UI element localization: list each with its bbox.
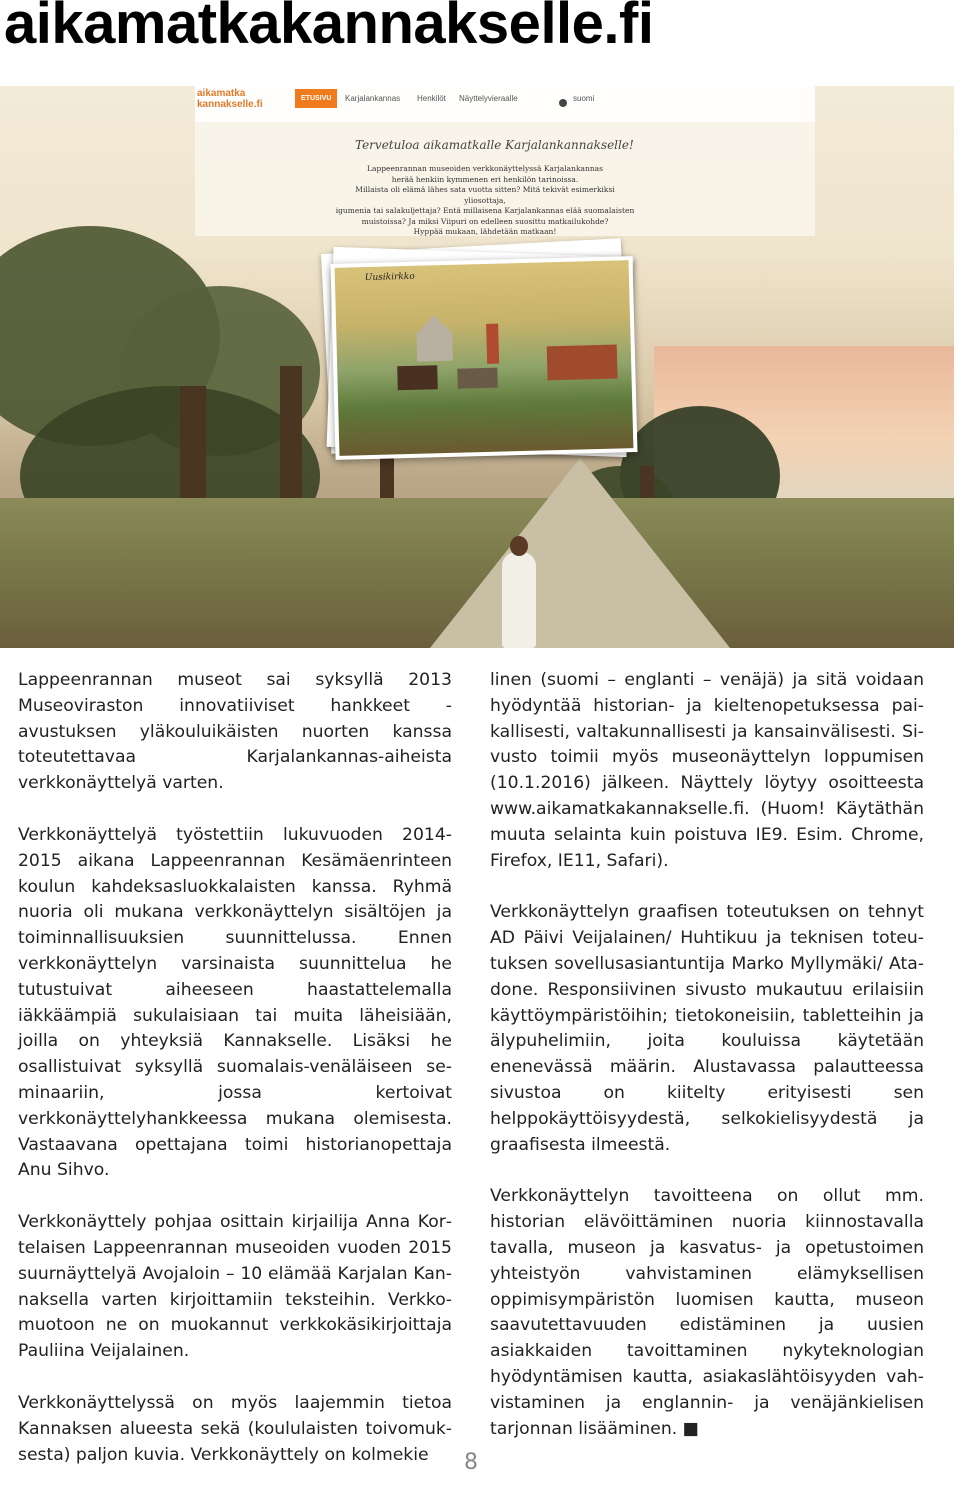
globe-icon (559, 99, 567, 107)
intro-line: herää henkiin kymmenen eri henkilön tarinoissa. (391, 174, 579, 184)
website-nav (195, 86, 815, 122)
intro-line: Millaista oli elämä lähes sata vuotta sitten? Mitä tekivät esimerkiksi yliosottaja, (355, 185, 615, 205)
church (416, 315, 453, 362)
article-left-column (18, 668, 452, 1494)
path (430, 458, 730, 648)
paragraph: Verkkonäyttely pohjaa osittain kirjailija Anna Kortelaisen Lappeenrannan museoiden vuoden 2015 suurnäyttelyä Avojaloin – 10 elämää Karjalan Kannaksella varten kirjoittamiin teksteihin. Verkkomuotoon ne on muokannut verkkokäsikirjoittaja Pauliina Veijalainen. (18, 1212, 452, 1362)
intro-line: Hyppää mukaan, lähdetään matkaan! (413, 227, 557, 236)
language-select[interactable]: suomi (573, 94, 595, 103)
website-screenshot (195, 86, 815, 236)
postcard-caption: Uusikirkko (364, 271, 415, 284)
intro-line: Lappeenrannan museoiden verkkonäyttelyssä Karjalankannas (367, 164, 603, 173)
postcard (330, 256, 637, 460)
page-title: aikamatkakannakselle.fi (4, 0, 654, 56)
intro-line: muistoissa? Ja miksi Viipuri on edelleen suosittu matkailukohde? (361, 216, 609, 226)
paragraph: Verkkonäyttelyssä on myös laajemmin tietoa Kannaksen alueesta sekä (koululaisten toivomuksesta) paljon kuvia. Verkkonäyttely on kolmekie (18, 1392, 452, 1465)
page-number: 8 (464, 1450, 478, 1475)
paragraph: linen (suomi – englanti – venäjä) ja sitä voidaan hyödyntää historian- ja kieltenopetuksessa paikallisesti, valtakunnallisesti ja kansainvälisesti. Sivusto toimii myös museonäyttelyn loppumisen (10.1.2016) jälkeen. Näyttely löytyy osoitteesta www.aikamatkakannakselle.fi. (Huom! Käytäthän muuta selainta kuin poistuva IE9. Esim. Chrome, Firefox, IE11, Safari). (490, 670, 924, 871)
website-welcome: Tervetuloa aikamatkalle Karjalankannakselle! (355, 138, 634, 152)
paragraph: Verkkonäyttelyn tavoitteena on ollut mm. historian elävöittäminen nuoria kiinnostavalla tavalla, museon ja kasvatus- ja opetustoimen yhteistyön vahvistaminen elämyksellisen oppimisympäristön luomisen kautta, museon saavutettavuuden edistäminen ja uusien asiakkaiden tavoittaminen nykyteknologian hyödyntämisen kautta, asiakaslähtöisyyden vahvistaminen ja englannin- ja venäjänkielisen tarjonnan lisääminen. ■ (490, 1186, 924, 1439)
postcard-image (335, 260, 634, 456)
woman-head (510, 536, 528, 556)
nav-etusivu[interactable]: ETUSIVU (295, 89, 337, 108)
house (547, 345, 618, 381)
website-logo[interactable]: aikamatka kannakselle.fi (197, 88, 263, 110)
tower (486, 324, 499, 364)
article-right-column (490, 668, 924, 1468)
paragraph: Lappeenrannan museot sai syksyllä 2013 Museoviraston innovatiiviset hankkeet -avustuksen yläkouluikäisten nuorten kanssa toteutettavaa Karjalankannas-aiheista verkkonäyttelyä varten. (18, 670, 452, 794)
intro-line: igumenia tai salakuljettaja? Entä millaisena Karjalankannas elää suomalaisten (335, 206, 635, 215)
nav-nayttelyvieraalle[interactable]: Näyttelyvieraalle (459, 94, 518, 103)
website-intro (335, 164, 635, 238)
nav-henkilot[interactable]: Henkilöt (417, 94, 446, 103)
house (457, 368, 498, 389)
house (397, 365, 438, 390)
nav-karjalankannas[interactable]: Karjalankannas (345, 94, 401, 103)
woman-figure (502, 552, 536, 648)
paragraph: Verkkonäyttelyn graafisen toteutuksen on tehnyt AD Päivi Veijalainen/ Huhtikuu ja teknisen toteutuksen sovellusasiantuntija Marko Myllymäki/ Atadone. Responsiivinen sivusto mukautuu erilaisiin käyttöympäristöihin; tietokoneisiin, tabletteihin ja älypuhelimiin, joita kouluissa käytetään enenevässä määrin. Alustavassa palautteessa sivustoa on kiitelty erityisesti sen helppokäyttöisyydestä, selkokielisyydestä ja graafisesta ilmeestä. (490, 902, 924, 1155)
paragraph: Verkkonäyttelyä työstettiin lukuvuoden 2014-2015 aikana Lappeenrannan Kesämäenrinteen koulun kahdeksasluokkalaisten kanssa. Ryhmä nuoria oli mukana verkkonäyttelyn sisältöjen ja toiminnallisuuksien suunnittelussa. Ennen verkkonäyttelyn varsinaista suunnittelua he tutustuivat aiheeseen haastattelemalla iäkkäämpiä sukulaisiaan tai muita läheisiään, joilla on yhteyksiä Kannakselle. Lisäksi he osallistuivat syksyllä suomalais-venäläiseen seminaariin, jossa kertoivat verkkonäyttelyhankkeessa mukana olemisesta. Vastaavana opettajana toimi historianopettaja Anu Sihvo. (18, 824, 452, 1181)
